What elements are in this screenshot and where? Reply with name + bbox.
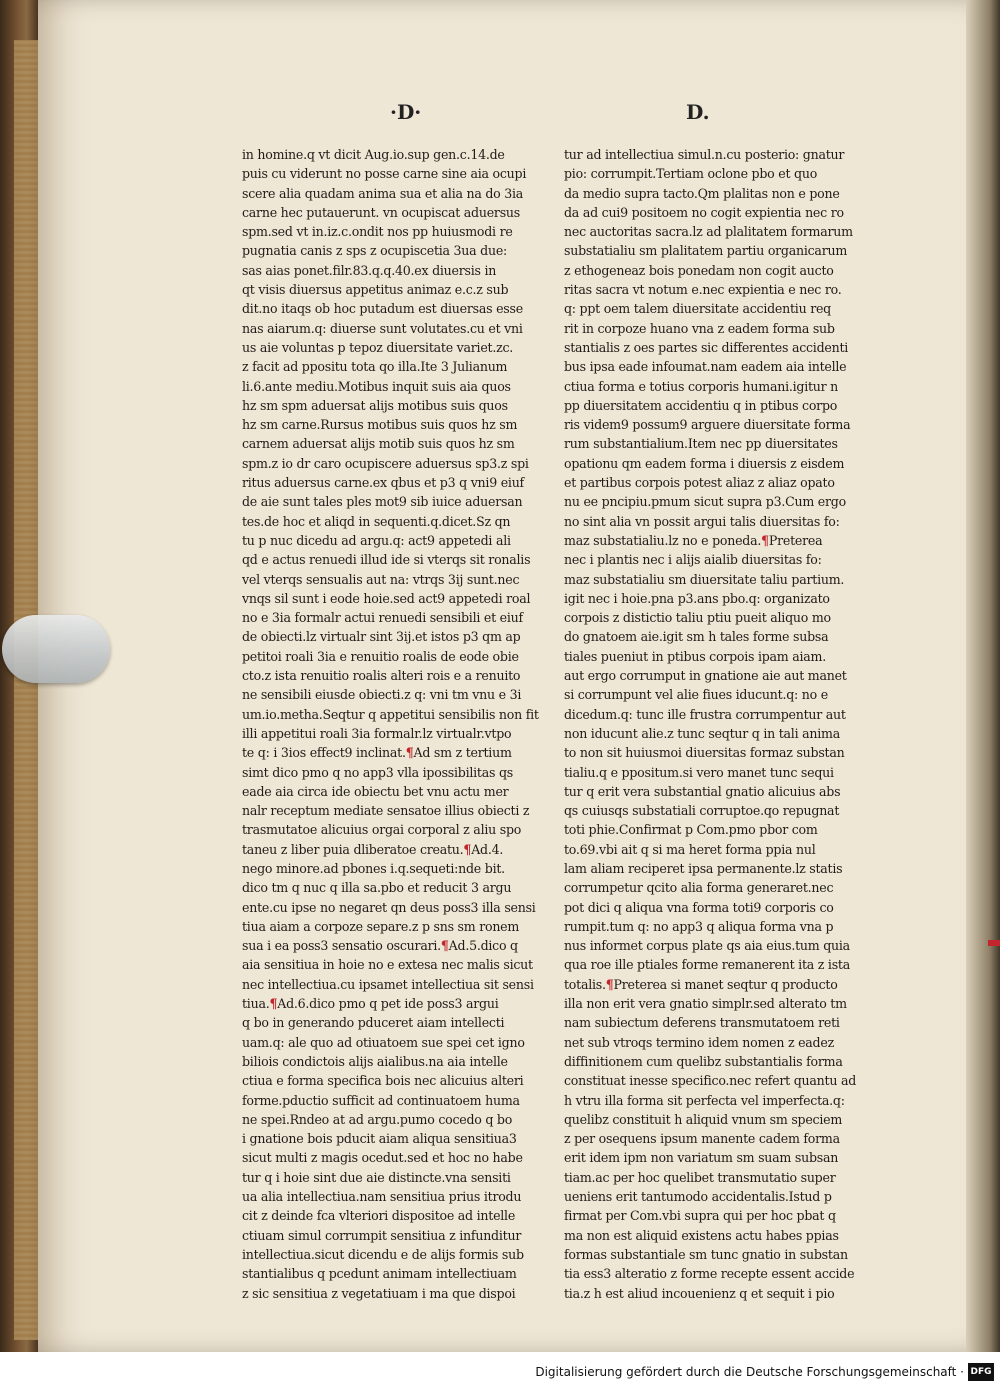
text-line: z facit ad ppositu tota qo illa.Ite 3 Julianum: [242, 359, 508, 375]
text-line: ua alia intellectiua.nam sensitiua prius itrodu: [242, 1189, 522, 1205]
text-line: no e 3ia formalr actui renuedi sensibili et eiuf: [242, 610, 523, 626]
text-line: pot dici q aliqua vna forma toti9 corporis co: [564, 899, 834, 915]
text-line: biliois condictois alijs aialibus.na aia intelle: [242, 1053, 508, 1069]
text-line: z ethogeneaz bois ponedam non cogit aucto: [564, 262, 834, 278]
text-line: firmat per Com.vbi supra qui per hoc pbat q: [564, 1208, 836, 1224]
text-line: de obiecti.lz virtualr sint 3ij.et istos p3 qm ap: [242, 629, 521, 645]
text-line: et partibus corpois potest aliaz z aliaz opato: [564, 475, 835, 491]
text-line: ma non est aliquid existens actu habes ppias: [564, 1227, 839, 1243]
rubric-mark: ¶: [605, 976, 614, 992]
text-line: tiua.¶Ad.6.dico pmo q pet ide poss3 argui: [242, 996, 499, 1012]
text-line: opationu qm eadem forma i diuersis z eisdem: [564, 455, 845, 471]
text-line: sua i ea poss3 sensatio oscurari.¶Ad.5.dico q: [242, 938, 518, 954]
text-line: nego minore.ad pbones i.q.sequeti:nde bit.: [242, 860, 505, 876]
text-line: trasmutatoe alicuius orgai corporal z aliu spo: [242, 822, 522, 838]
text-line: de aie sunt tales ples mot9 sib iuice aduersan: [242, 494, 523, 510]
text-line: ne sensibili eiusde obiecti.z q: vni tm vnu e 3i: [242, 687, 522, 703]
text-line: tiam.ac per hoc quelibet transmutatio super: [564, 1169, 836, 1185]
text-column-left: [242, 145, 544, 1303]
text-line: tur q erit vera substantial gnatio alicuius abs: [564, 783, 841, 799]
text-line: stantialibus q pcedunt animam intellectiuam: [242, 1266, 517, 1282]
text-line: nam subiectum deferens transmutatoem reti: [564, 1015, 840, 1031]
text-line: taneu z liber puia dliberatoe creatu.¶Ad.4.: [242, 841, 504, 857]
text-line: z per osequens ipsum manente cadem forma: [564, 1131, 840, 1147]
text-line: diffinitionem cum quelibz substantialis forma: [564, 1053, 843, 1069]
text-line: petitoi roali 3ia e renuitio roalis de eode obie: [242, 648, 519, 664]
text-line: uam.q: ale quo ad otiuatoem sue spei cet igno: [242, 1034, 525, 1050]
text-line: eade aia circa ide obiectu bet vnu actu mer: [242, 783, 509, 799]
text-line: q: ppt oem talem diuersitate accidentiu req: [564, 301, 831, 317]
text-line: i gnatione bois pducit aiam aliqua sensitiua3: [242, 1131, 517, 1147]
text-line: substatialiu sm plalitatem partiu organicarum: [564, 243, 848, 259]
text-line: da medio supra tacto.Qm plalitas non e pone: [564, 185, 840, 201]
text-line: h vtru illa forma sit perfecta vel imperfecta.q:: [564, 1092, 845, 1108]
text-line: intellectiua.sicut dicendu e de alijs formis sub: [242, 1246, 524, 1262]
text-line: to non sit huiusmoi diuersitas formaz substan: [564, 745, 845, 761]
signature-mark-right: D.: [686, 100, 710, 124]
text-line: qd e actus renuedi illud ide si vterqs sit ronalis: [242, 552, 531, 568]
text-line: tu p nuc dicedu ad argu.q: act9 appetedi ali: [242, 532, 511, 548]
text-line: toti phie.Confirmat p Com.pmo pbor com: [564, 822, 818, 838]
text-line: dicedum.q: tunc ille frustra corrumpentur aut: [564, 706, 846, 722]
rubric-mark: ¶: [463, 841, 472, 857]
text-line: nec auctoritas sacra.lz ad plalitatem formarum: [564, 224, 853, 240]
text-line: scere alia quadam anima sua et alia na do 3ia: [242, 185, 524, 201]
text-line: bus ipsa eade infoumat.nam eadem aia intelle: [564, 359, 847, 375]
page-gutter: [966, 0, 1000, 1352]
text-line: quelibz constituit h aliquid vnum sm speciem: [564, 1111, 843, 1127]
text-line: lam aliam reciperet ipsa permanente.lz statis: [564, 860, 843, 876]
footer-credit: Digitalisierung gefördert durch die Deutsche Forschungsgemeinschaft ·: [535, 1365, 964, 1379]
text-line: illa non erit vera gnatio simplr.sed alterato tm: [564, 996, 847, 1012]
text-line: in homine.q vt dicit Aug.io.sup gen.c.14.de: [242, 147, 505, 162]
text-line: non iducunt alie.z tunc seqtur q in tali anima: [564, 725, 840, 741]
text-line: aia sensitiua in hoie no e extesa nec malis sicut: [242, 957, 533, 973]
text-line: corrumpetur qcito alia forma generaret.nec: [564, 880, 834, 896]
text-line: z sic sensitiua z vegetatiuam i ma que dispoi: [242, 1285, 516, 1301]
text-line: ctiuam simul corrumpit sensitiua z infunditur: [242, 1227, 522, 1243]
text-line: totalis.¶Preterea si manet seqtur q producto: [564, 976, 838, 992]
text-line: erit idem ipm non variatum sm suam subsan: [564, 1150, 839, 1166]
text-line: ritas sacra vt notum e.nec expientia e nec ro.: [564, 282, 842, 298]
text-line: illi appetitui roali 3ia formalr.lz virtualr.vtpo: [242, 725, 512, 741]
text-line: aut ergo corrumput in gnatione aie aut manet: [564, 668, 847, 684]
text-line: maz substatialiu sm diuersitate taliu partium.: [564, 571, 845, 587]
text-line: spm.z io dr caro ocupiscere aduersus sp3.z spi: [242, 455, 529, 471]
text-line: cit z deinde fca vlteriori dispositoe ad intelle: [242, 1208, 516, 1224]
text-line: tia.z h est aliud incouenienz q et sequit i pio: [564, 1285, 835, 1301]
text-line: ritus aduersus carne.ex qbus et p3 q vni9 eiuf: [242, 475, 524, 491]
text-line: dit.no itaqs ob hoc putadum est diuersas esse: [242, 301, 523, 317]
text-line: nas aiarum.q: diuerse sunt volutates.cu et vni: [242, 320, 523, 336]
text-line: q bo in generando pduceret aiam intellecti: [242, 1015, 505, 1031]
text-line: tiua aiam a corpoze separe.z p sns sm ronem: [242, 918, 520, 934]
signature-mark-left: ·D·: [390, 100, 422, 124]
text-line: nu ee pncipiu.pmum sicut supra p3.Cum ergo: [564, 494, 846, 510]
text-line: sas aias ponet.filr.83.q.q.40.ex diuersis in: [242, 262, 497, 278]
text-line: rit in corpoze huano vna z eadem forma sub: [564, 320, 835, 336]
text-line: nalr receptum mediate sensatoe illius obiecti z: [242, 803, 530, 819]
rubric-mark: ¶: [440, 938, 449, 954]
text-line: tur ad intellectiua simul.n.cu posterio: gnatur: [564, 147, 845, 162]
text-line: spm.sed vt in.iz.c.ondit nos pp huiusmodi re: [242, 224, 513, 240]
text-line: um.io.metha.Seqtur q appetitui sensibilis non fit: [242, 706, 539, 722]
text-line: qt visis diuersus appetitus animaz e.c.z sub: [242, 282, 509, 298]
text-line: carne hec putauerunt. vn ocupiscat aduersus: [242, 204, 520, 220]
text-column-right: [564, 145, 866, 1303]
text-line: ctiua e forma specifica bois nec alicuius alteri: [242, 1073, 524, 1089]
text-line: tur q i hoie sint due aie distincte.vna sensiti: [242, 1169, 511, 1185]
rubric-mark: ¶: [761, 532, 769, 548]
text-line: ris videm9 possum9 arguere diuersitate forma: [564, 417, 851, 433]
text-line: net sub vtroqs termino idem nomen z eadez: [564, 1034, 834, 1050]
rubric-mark: ¶: [269, 996, 278, 1012]
text-line: constituat inesse specifico.nec refert quantu ad: [564, 1073, 857, 1089]
text-line: tialiu.q e ppositum.si vero manet tunc sequi: [564, 764, 834, 780]
text-line: pugnatia canis z sps z ocupiscetia 3ua due:: [242, 243, 508, 259]
text-line: nus informet corpus plate qs aia eius.tum quia: [564, 938, 850, 954]
text-line: vnqs sil sunt i eode hoie.sed act9 appetedi roal: [242, 590, 531, 606]
text-line: to.69.vbi ait q si ma heret forma ppia nul: [564, 841, 816, 857]
text-line: rum substantialium.Item nec pp diuersitates: [564, 436, 838, 452]
text-line: nec intellectiua.cu ipsamet intellectiua sit sensi: [242, 976, 534, 992]
text-line: cto.z ista renuitio roalis alteri rois e a renuito: [242, 668, 521, 684]
text-line: simt dico pmo q no app3 vlla ipossibilitas qs: [242, 764, 513, 780]
text-line: qua roe ille ptiales forme remanerent ita z ista: [564, 957, 850, 973]
page-clip: [2, 615, 110, 683]
text-line: tiales pueniut in ptibus corpois ipam aiam.: [564, 648, 826, 664]
text-line: ente.cu ipse no negaret qn deus poss3 illa sensi: [242, 899, 536, 915]
text-line: hz sm spm aduersat alijs motibus suis quos: [242, 397, 508, 413]
text-line: forme.pductio sufficit ad continuatoem huma: [242, 1092, 520, 1108]
text-line: dico tm q nuc q illa sa.pbo et reducit 3 argu: [242, 880, 512, 896]
text-line: pp diuersitatem accidentiu q in ptibus corpo: [564, 397, 838, 413]
text-line: nec i plantis nec i alijs aialib diuersitas fo:: [564, 552, 822, 568]
text-line: carnem aduersat alijs motib suis quos hz sm: [242, 436, 515, 452]
text-line: igit nec i hoie.pna p3.ans pbo.q: organizato: [564, 590, 830, 606]
text-line: si corrumpunt vel alie fiues iducunt.q: no e: [564, 687, 828, 703]
text-line: ne spei.Rndeo at ad argu.pumo cocedo q bo: [242, 1111, 513, 1127]
text-line: puis cu viderunt no posse carne sine aia ocupi: [242, 166, 527, 182]
text-line: da ad cui9 positoem no cogit expientia nec ro: [564, 204, 844, 220]
footer-bar: [0, 1352, 1000, 1395]
text-line: us aie voluntas p tepoz diuersitate variet.zc.: [242, 339, 514, 355]
text-line: qs cuiusqs substatiali corruptoe.qo repugnat: [564, 803, 840, 819]
text-line: do gnatoem aie.igit sm h tales forme subsa: [564, 629, 829, 645]
text-line: corpois z distictio taliu ptiu pueit aliquo mo: [564, 610, 831, 626]
text-line: ueniens erit tantumodo accidentalis.Istud p: [564, 1189, 832, 1205]
text-line: te q: i 3ios effect9 inclinat.¶Ad sm z tertium: [242, 745, 512, 761]
text-line: pio: corrumpit.Tertiam oclone pbo et quo: [564, 166, 818, 182]
text-line: vel vterqs sensualis aut na: vtrqs 3ij sunt.nec: [242, 571, 520, 587]
text-line: stantialis z oes partes sic differentes accidenti: [564, 339, 849, 355]
rubric-mark: ¶: [405, 745, 414, 761]
text-line: no sint alia vn possit argui talis diuersitas fo:: [564, 513, 840, 529]
adjacent-page-rubric: [988, 940, 1000, 946]
text-line: li.6.ante mediu.Motibus inquit suis aia quos: [242, 378, 511, 394]
text-line: tia ess3 alteratio z forme recepte essent accide: [564, 1266, 855, 1282]
text-line: maz substatialiu.lz no e poneda.¶Preterea: [564, 532, 823, 548]
text-line: hz sm carne.Rursus motibus suis quos hz sm: [242, 417, 518, 433]
dfg-logo: DFG: [968, 1363, 994, 1381]
text-line: sicut multi z magis ocedut.sed et hoc no habe: [242, 1150, 523, 1166]
text-line: rumpit.tum q: no app3 q aliqua forma vna p: [564, 918, 834, 934]
text-line: formas substantiale sm tunc gnatio in substan: [564, 1246, 848, 1262]
text-line: ctiua forma e totius corporis humani.igitur n: [564, 378, 839, 394]
text-line: tes.de hoc et aliqd in sequenti.q.dicet.Sz qn: [242, 513, 511, 529]
